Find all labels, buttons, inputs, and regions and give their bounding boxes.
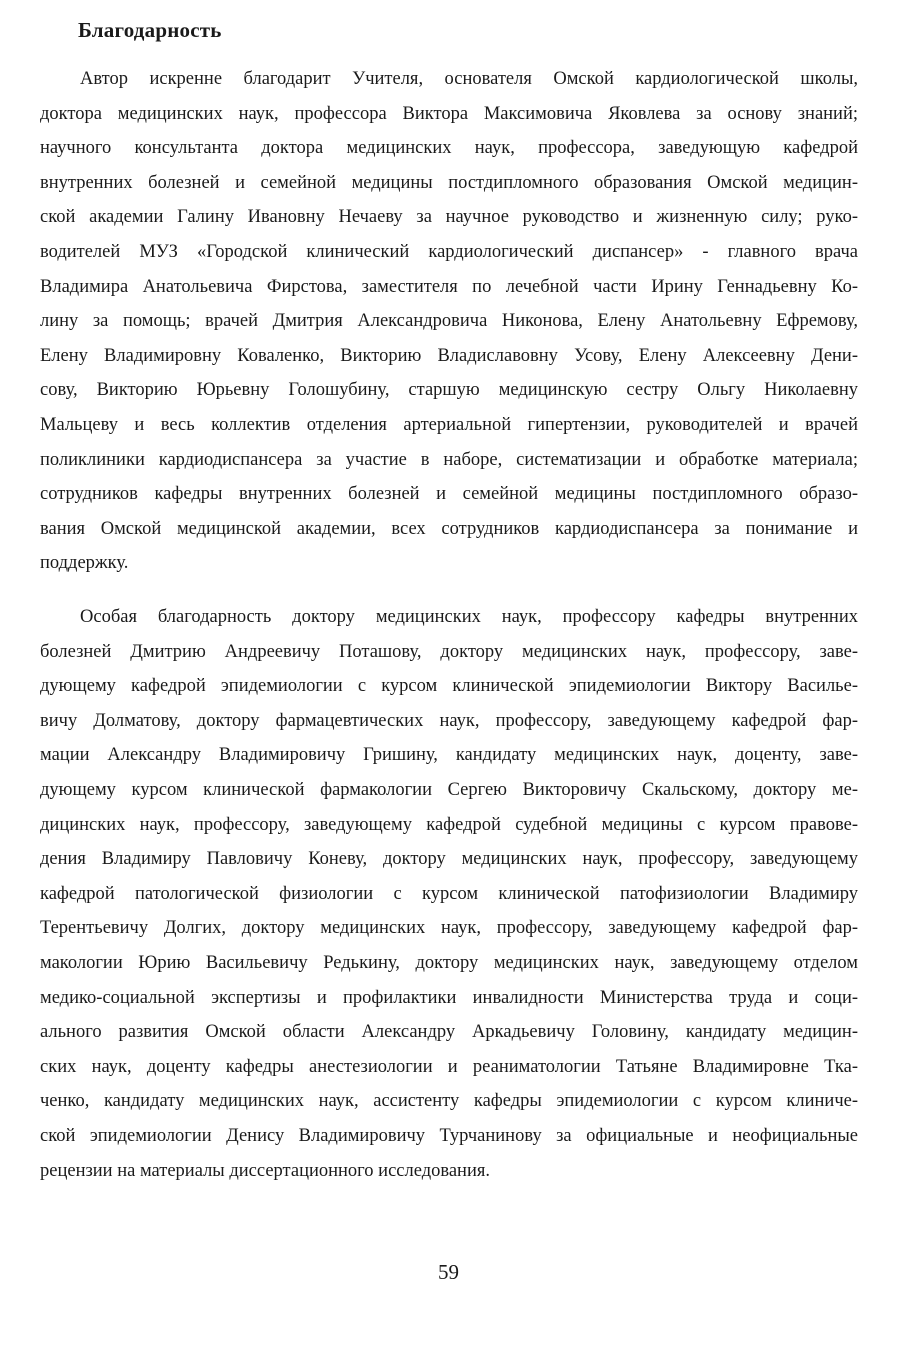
text-line: дующему кафедрой эпидемиологии с курсом клинической эпидемиологии Виктору Василье- [40, 676, 858, 697]
text-line: внутренних болезней и семейной медицины постдипломного образования Омской медицин- [40, 172, 858, 193]
text-line: лину за помощь; врачей Дмитрия Александровича Никонова, Елену Анатольевну Ефремову, [40, 311, 858, 332]
text-line: дения Владимиру Павловичу Коневу, доктору медицинских наук, профессору, заведующему [40, 849, 858, 870]
text-line: водителей МУЗ «Городской клинический кардиологический диспансер» - главного врача [40, 241, 858, 262]
text-line: кафедрой патологической физиологии с курсом клинической патофизиологии Владимиру [40, 883, 858, 904]
paragraph-special-thanks [40, 600, 858, 1188]
text-line: научного консультанта доктора медицинских наук, профессора, заведующую кафедрой [40, 138, 858, 159]
text-line: поддержку. [40, 553, 129, 574]
text-line: поликлиники кардиодиспансера за участие в наборе, систематизации и обработке материала; [40, 449, 858, 470]
paragraph-acknowledgement-main [40, 62, 858, 581]
text-line: Терентьевичу Долгих, доктору медицинских наук, профессору, заведующему кафедрой фар- [40, 918, 858, 939]
text-line: Особая благодарность доктору медицинских наук, профессору кафедры внутренних [80, 607, 858, 627]
text-line: Елену Владимировну Коваленко, Викторию Владиславовну Усову, Елену Алексеевну Дени- [40, 345, 858, 366]
text-line: дующему курсом клинической фармакологии Сергею Викторовичу Скальскому, доктору ме- [40, 779, 858, 800]
text-line: сотрудников кафедры внутренних болезней и семейной медицины постдипломного образо- [40, 484, 858, 505]
text-line: ской академии Галину Ивановну Нечаеву за научное руководство и жизненную силу; руко- [40, 207, 858, 228]
text-line: Владимира Анатольевича Фирстова, заместителя по лечебной части Ирину Геннадьевну Ко- [40, 276, 858, 297]
text-line: ченко, кандидату медицинских наук, ассистенту кафедры эпидемиологии с курсом клиниче- [40, 1091, 858, 1112]
text-line: Мальцеву и весь коллектив отделения артериальной гипертензии, руководителей и врачей [40, 414, 858, 435]
page-title: Благодарность [78, 18, 222, 42]
text-line: доктора медицинских наук, профессора Виктора Максимовича Яковлева за основу знаний; [40, 103, 858, 124]
text-line: макологии Юрию Васильевичу Редькину, доктору медицинских наук, заведующему отделом [40, 952, 858, 973]
text-line: болезней Дмитрию Андреевичу Поташову, доктору медицинских наук, профессору, заве- [40, 641, 858, 662]
text-line: рецензии на материалы диссертационного исследования. [40, 1160, 490, 1181]
text-line: ских наук, доценту кафедры анестезиологии и реаниматологии Татьяне Владимировне Тка- [40, 1056, 858, 1077]
text-line: сову, Викторию Юрьевну Голошубину, старшую медицинскую сестру Ольгу Николаевну [40, 380, 858, 401]
text-line: вания Омской медицинской академии, всех сотрудников кардиодиспансера за понимание и [40, 518, 858, 539]
page-number: 59 [438, 1260, 459, 1284]
text-line: ального развития Омской области Александру Аркадьевичу Головину, кандидату медицин- [40, 1022, 858, 1043]
text-line: медико-социальной экспертизы и профилактики инвалидности Министерства труда и соци- [40, 987, 858, 1008]
text-line: дицинских наук, профессору, заведующему кафедрой судебной медицины с курсом правове- [40, 814, 858, 835]
text-line: Автор искренне благодарит Учителя, основателя Омской кардиологической школы, [80, 69, 858, 89]
text-line: ской эпидемиологии Денису Владимировичу Турчанинову за официальные и неофициальные [40, 1125, 858, 1146]
text-line: вичу Долматову, доктору фармацевтических наук, профессору, заведующему кафедрой фар- [40, 710, 858, 731]
text-line: мации Александру Владимировичу Гришину, кандидату медицинских наук, доценту, заве- [40, 745, 858, 766]
